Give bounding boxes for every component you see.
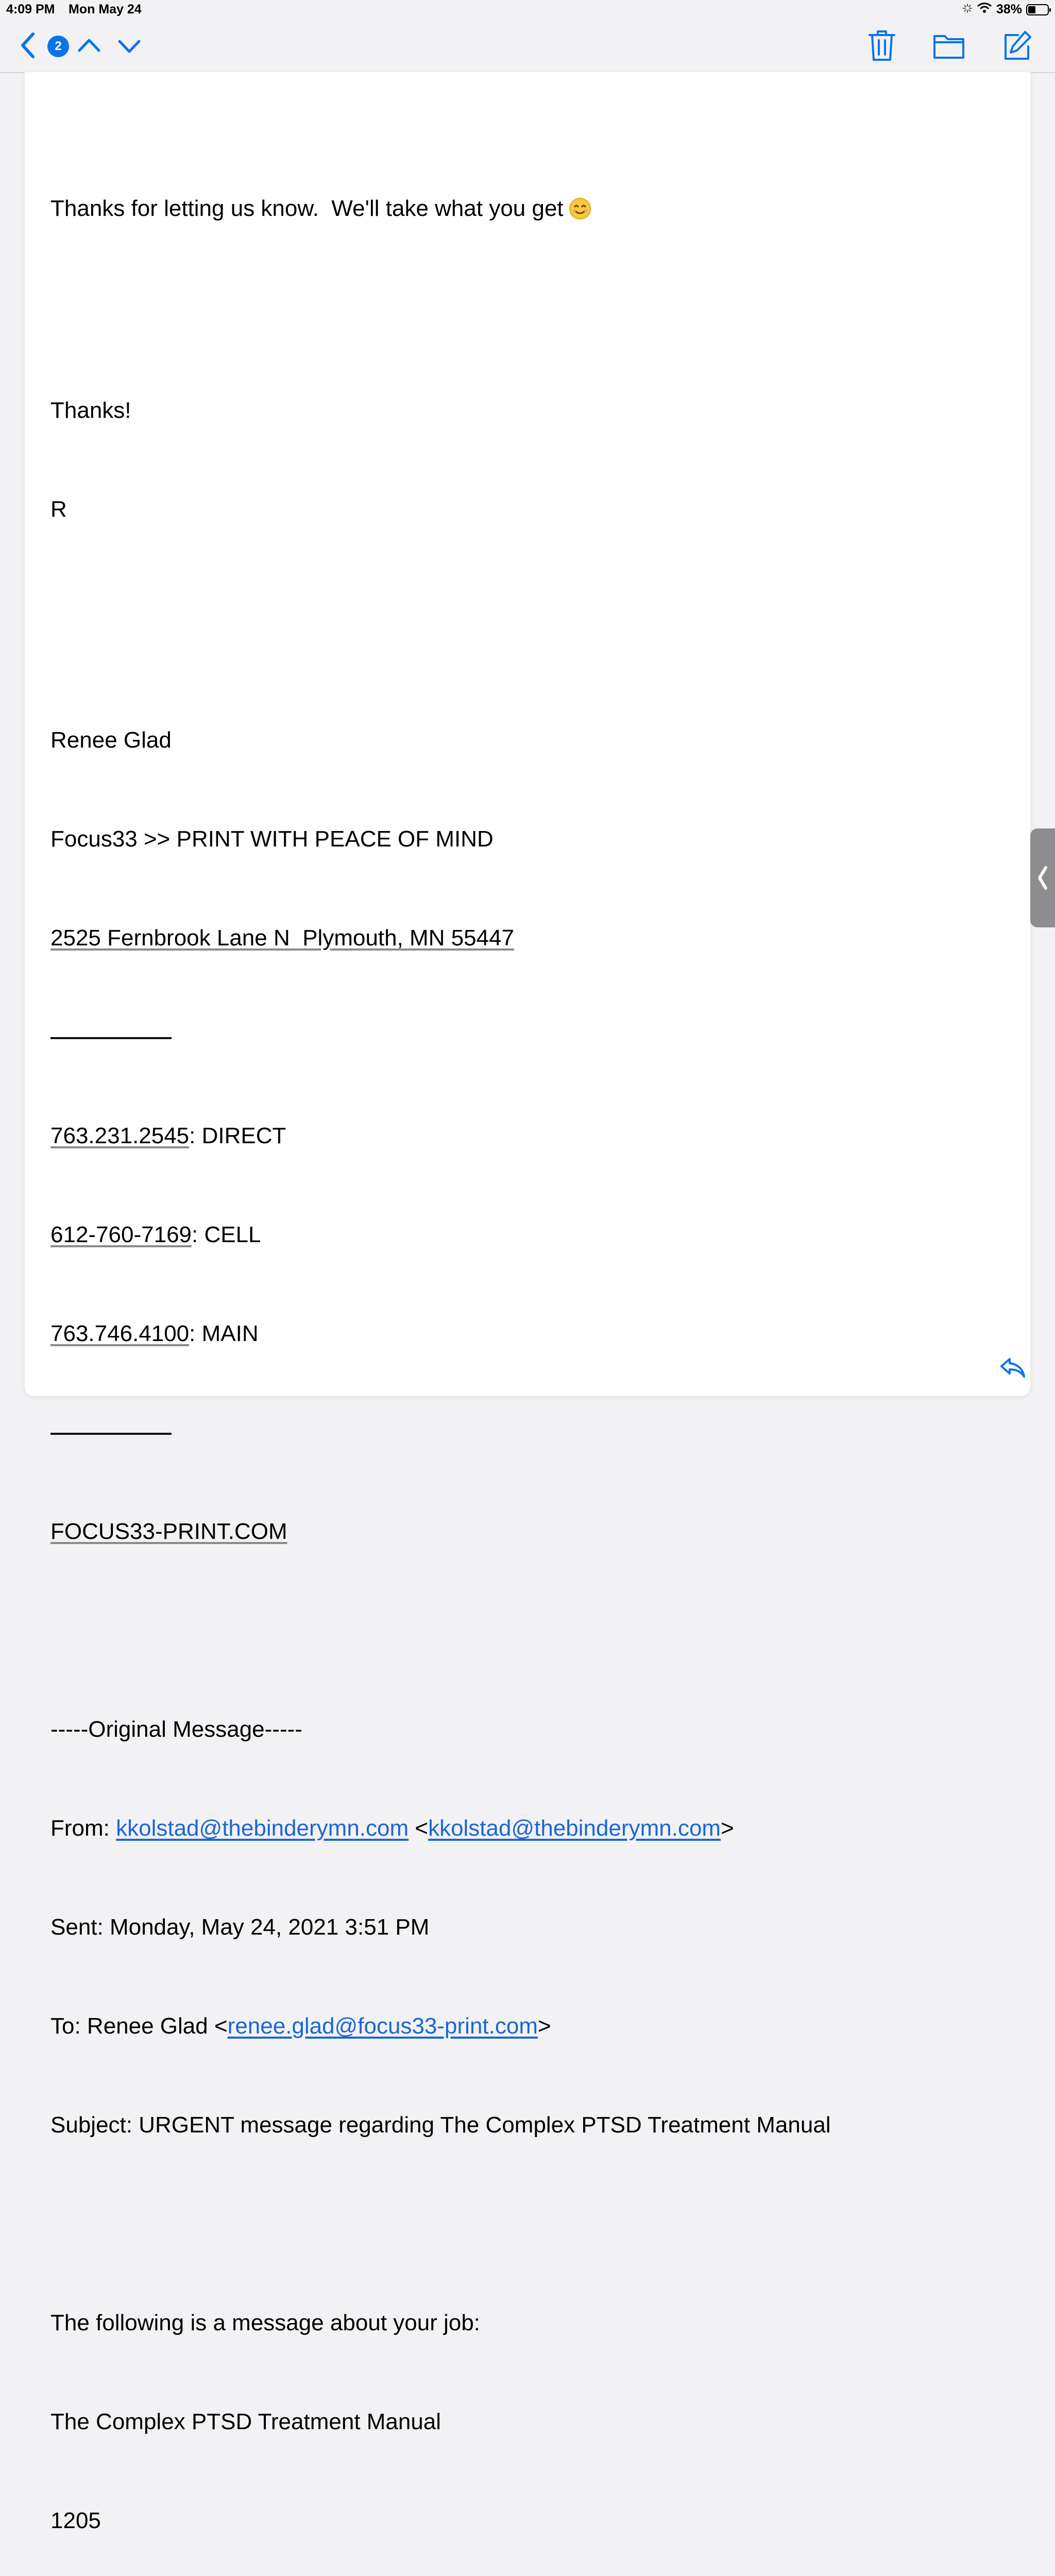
battery-fill [1028, 6, 1035, 13]
job-title: The Complex PTSD Treatment Manual [50, 2409, 441, 2434]
signature-address[interactable] [50, 922, 1019, 955]
compose-button[interactable] [1002, 29, 1033, 64]
thanks-line: Thanks! [50, 398, 131, 423]
phone-direct-link[interactable]: 763.231.2545 [50, 1123, 190, 1148]
to-label: To: Renee Glad < [50, 2013, 228, 2039]
status-date: Mon May 24 [69, 2, 142, 16]
divider-line [50, 1433, 172, 1435]
signature-name: Renee Glad [50, 727, 172, 753]
battery-icon [1026, 4, 1049, 15]
original-from: From: kkolstad@thebinderymn.com <kkolstad@thebinderymn.com> [50, 1816, 734, 1841]
unread-count-badge: 2 [47, 36, 69, 57]
status-bar [0, 0, 1055, 22]
phone-cell-link[interactable]: 612-760-7169 [50, 1222, 192, 1247]
reply-line [50, 192, 1019, 229]
divider-line [50, 1037, 172, 1039]
status-time: 4:09 PM [6, 2, 55, 16]
wifi-icon [977, 2, 992, 17]
trash-button[interactable] [867, 29, 896, 64]
phone-cell [50, 1218, 1019, 1251]
signature-divider-2 [50, 1416, 1019, 1449]
original-sent: Sent: Monday, May 24, 2021 3:51 PM [50, 1914, 430, 1940]
move-to-folder-button[interactable] [932, 29, 965, 64]
job-number: 1205 [50, 2508, 101, 2533]
website-link[interactable]: FOCUS33-PRINT.COM [50, 1519, 287, 1544]
reply-text: Thanks for letting us know. We'll take what you get [50, 196, 564, 221]
phone-main-label: : MAIN [189, 1321, 259, 1346]
status-right [962, 2, 1049, 17]
signature-company: Focus33 >> PRINT WITH PEACE OF MIND [50, 826, 494, 852]
folder-icon [932, 55, 965, 64]
original-to: To: Renee Glad <renee.glad@focus33-print.com> [50, 2013, 551, 2039]
from-email-link[interactable]: kkolstad@thebinderymn.com [116, 1816, 409, 1841]
next-message-button[interactable] [116, 29, 142, 64]
original-subject: Subject: URGENT message regarding The Complex PTSD Treatment Manual [50, 2112, 831, 2138]
signature-website[interactable] [50, 1515, 1019, 1548]
smiley-emoji-icon [569, 196, 591, 229]
phone-cell-label: : CELL [192, 1222, 261, 1247]
previous-message-button[interactable] [76, 29, 102, 64]
from-label: From: [50, 1816, 116, 1841]
phone-direct [50, 1120, 1019, 1153]
compose-icon [1002, 55, 1033, 64]
from-email-link-2[interactable]: kkolstad@thebinderymn.com [428, 1816, 721, 1841]
activity-spinner-icon [962, 2, 973, 17]
chevron-down-icon [116, 55, 142, 64]
phone-main [50, 1317, 1019, 1350]
address-link[interactable]: 2525 Fernbrook Lane N Plymouth, MN 55447 [50, 925, 515, 951]
initial-line: R [50, 497, 67, 522]
phone-direct-label: : DIRECT [189, 1123, 286, 1148]
back-button[interactable] [16, 29, 39, 64]
phone-main-link[interactable]: 763.746.4100 [50, 1321, 190, 1346]
to-email-link[interactable]: renee.glad@focus33-print.com [227, 2013, 538, 2039]
message-body [50, 126, 1019, 2576]
side-panel-handle[interactable] [1030, 828, 1055, 927]
trash-icon [867, 55, 896, 64]
job-intro: The following is a message about your job: [50, 2310, 481, 2335]
original-header: -----Original Message----- [50, 1717, 302, 1742]
chevron-left-icon [16, 55, 39, 64]
chevron-up-icon [76, 55, 102, 64]
reply-arrow-icon [999, 1373, 1026, 1382]
message-card [25, 72, 1030, 2533]
mail-toolbar [0, 22, 1055, 73]
signature-divider [50, 1021, 1019, 1054]
reply-button[interactable] [999, 1355, 1026, 1382]
battery-percent: 38% [996, 2, 1022, 16]
